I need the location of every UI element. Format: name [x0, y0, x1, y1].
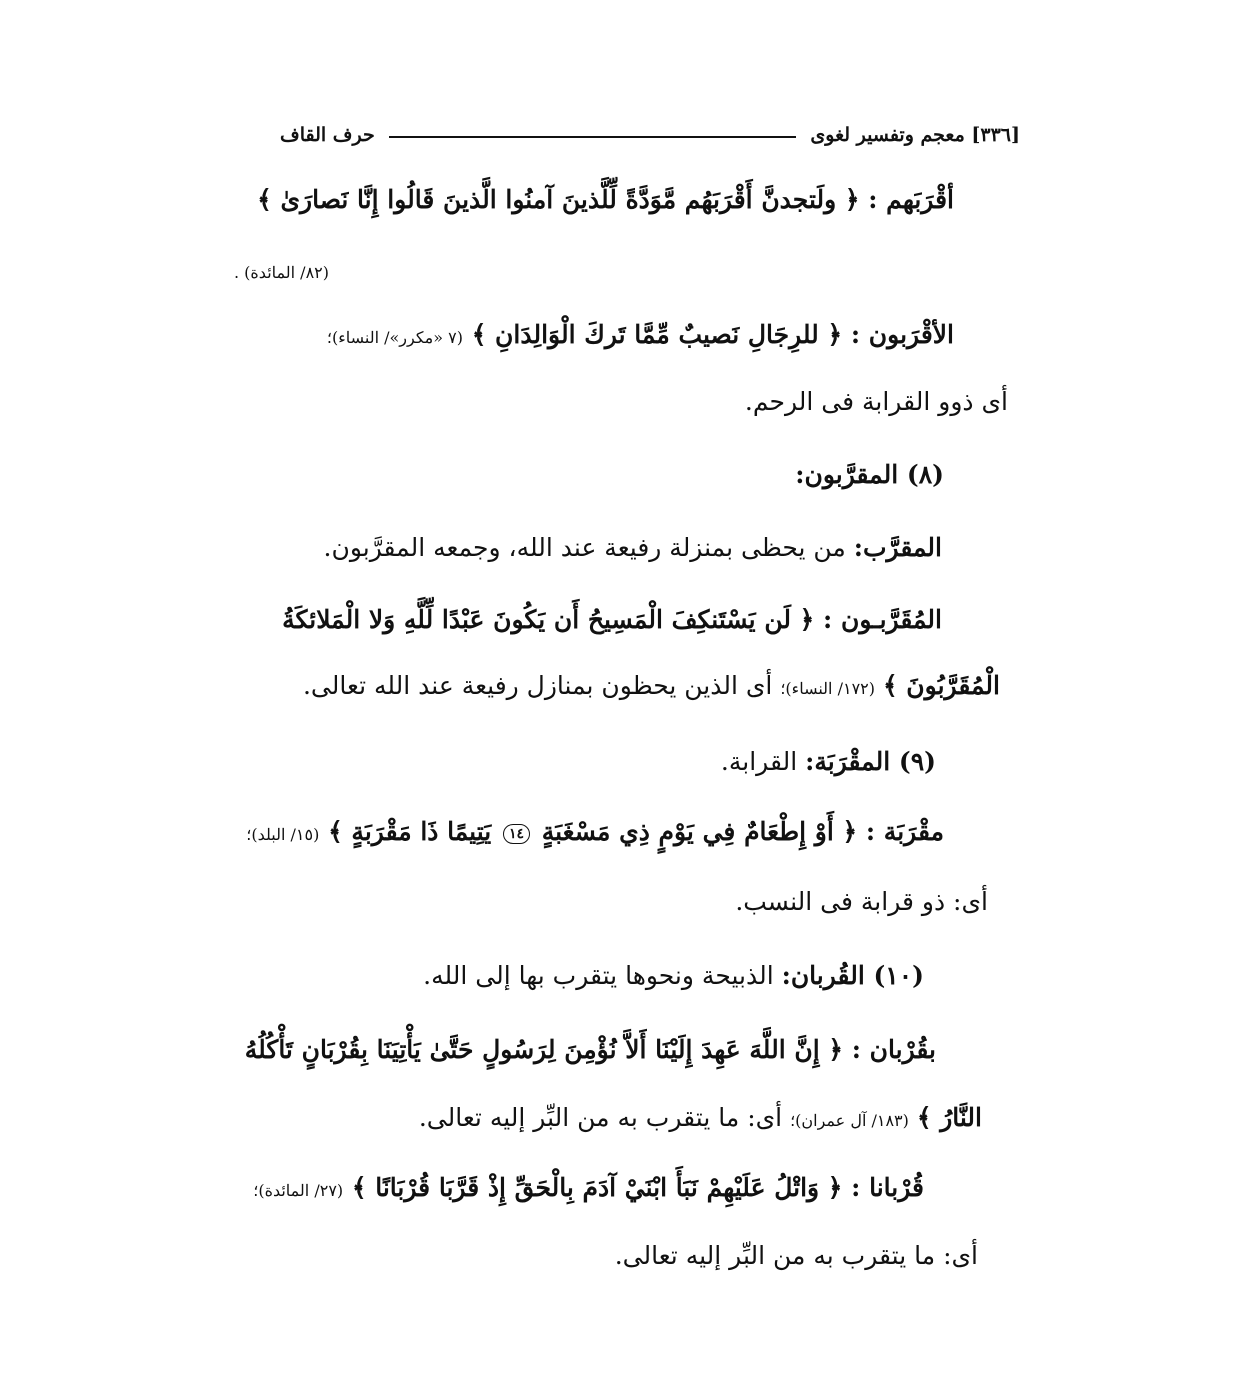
- page-header: [280, 118, 1020, 152]
- section-heading: [721, 742, 936, 782]
- verse-reference: (٢٧/ المائدة)؛: [253, 1181, 344, 1200]
- quran-verse: ﴿ لَن يَسْتَنكِفَ الْمَسِيحُ أَن يَكُونَ عَبْدًا لِّلَّهِ وَلا الْمَلائكَةُ: [282, 605, 815, 634]
- entry-definition: الذبيحة ونحوها يتقرب بها إلى الله.: [423, 961, 774, 990]
- entry-line: [327, 315, 954, 358]
- page-title: [٣٣٦] معجم وتفسير لغوى: [810, 124, 1020, 146]
- section-heading-text: (١٠) القُربان:: [781, 961, 924, 990]
- quran-verse: ﴿ ولَتجدنَّ أَقْرَبَهُم مَّوَدَّةً لِّلَّذينَ آمنُوا الَّذينَ قَالُوا إِنَّا نَصارَىٰ ﴾: [257, 185, 860, 214]
- entry-line: [253, 1168, 924, 1211]
- section-heading-text: (٩) المقْرَبَة:: [805, 747, 936, 776]
- quran-verse-tail: يَتِيمًا ذَا مَقْرَبَةٍ ﴾: [328, 817, 492, 846]
- header-rule: [389, 136, 797, 138]
- section-heading: [423, 956, 924, 996]
- section-heading: [795, 455, 944, 495]
- entry-term: مقْرَبَة :: [865, 817, 944, 846]
- entry-line: [234, 250, 329, 293]
- verse-reference: (١٥/ البلد)؛: [246, 825, 320, 844]
- entry-line: [735, 882, 988, 922]
- entry-line: [303, 666, 1000, 709]
- entry-gloss: أى ذوو القرابة فى الرحم.: [744, 387, 1008, 416]
- chapter-title: حرف القاف: [280, 124, 375, 146]
- ayah-number-marker: ١٤: [503, 824, 530, 844]
- entry-definition: القرابة.: [720, 747, 798, 776]
- entry-line: [324, 528, 942, 568]
- entry-term: المقرَّب:: [853, 533, 942, 562]
- entry-line: [419, 1098, 982, 1141]
- entry-term: أقْرَبَهم :: [868, 185, 954, 214]
- entry-line: [245, 1030, 936, 1070]
- quran-verse: ﴿ للرِجَالِ نَصيبٌ مِّمَّا تَركَ الْوَالِدَانِ ﴾: [471, 320, 843, 349]
- entry-term: المُقَرَّبـون :: [823, 605, 942, 634]
- quran-verse: ﴿ أَوْ إِطْعَامٌ فِي يَوْمٍ ذِي مَسْغَبَةٍ: [541, 817, 858, 846]
- entry-gloss: أى الذين يحظون بمنازل رفيعة عند الله تعالى.: [302, 671, 773, 700]
- entry-line: [246, 812, 944, 855]
- quran-verse: ﴿ إِنَّ اللَّهَ عَهِدَ إِلَيْنَا أَلاَّ نُؤْمِنَ لِرَسُولٍ حَتَّىٰ يَأْتِيَنَا بِقُرْبَانٍ تَأْكُلُهُ: [244, 1035, 844, 1064]
- entry-gloss: أى: ما يتقرب به من البِّر إليه تعالى.: [614, 1241, 978, 1270]
- entry-line: [615, 1236, 978, 1276]
- verse-reference: (٨٢/ المائدة) .: [234, 263, 330, 282]
- entry-term: الأقْرَبون :: [850, 320, 954, 349]
- entry-line: [745, 382, 1008, 422]
- entry-line: [257, 180, 954, 220]
- entry-line: [282, 600, 942, 640]
- entry-term: بقُرْبان :: [851, 1035, 936, 1064]
- quran-verse-continued: النَّارُ ﴾: [916, 1103, 982, 1132]
- entry-term: قُرْبانا :: [851, 1173, 924, 1202]
- quran-verse: ﴿ وَاتْلُ عَلَيْهِمْ نَبَأَ ابْنَيْ آدَمَ بِالْحَقِّ إِذْ قَرَّبَا قُرْبَانًا ﴾: [351, 1173, 843, 1202]
- verse-reference: (٧ «مكرر»/ النساء)؛: [326, 328, 463, 347]
- quran-verse-continued: الْمُقَرَّبُونَ ﴾: [882, 671, 1000, 700]
- verse-reference: (١٧٢/ النساء)؛: [780, 679, 875, 698]
- section-heading-text: (٨) المقرَّبون:: [795, 460, 944, 489]
- verse-reference: (١٨٣/ آل عمران)؛: [790, 1111, 909, 1130]
- entry-gloss: أى: ذو قرابة فى النسب.: [735, 887, 988, 916]
- entry-definition: من يحظى بمنزلة رفيعة عند الله، وجمعه المقرَّبون.: [323, 533, 846, 562]
- entry-gloss: أى: ما يتقرب به من البِّر إليه تعالى.: [418, 1103, 783, 1132]
